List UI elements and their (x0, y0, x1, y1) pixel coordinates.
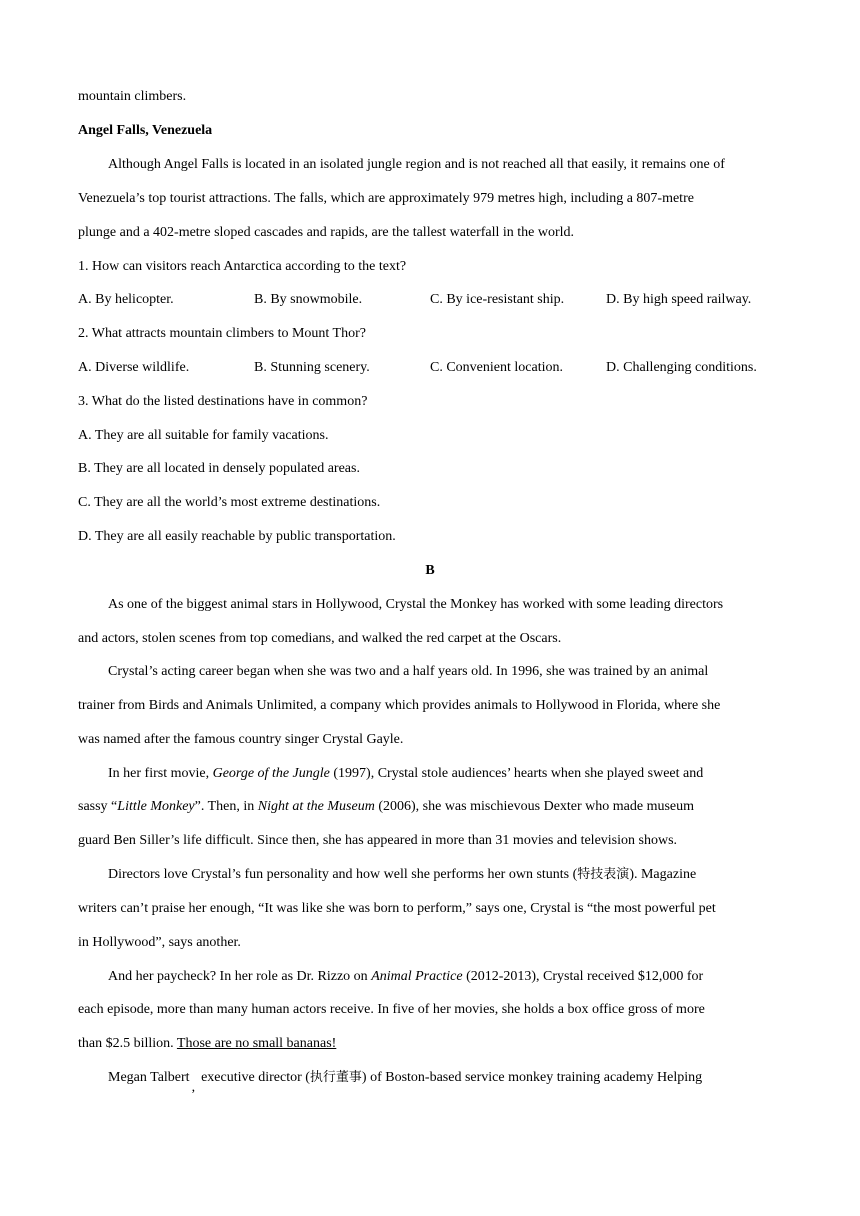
paragraph-line: and actors, stolen scenes from top comedians, and walked the red carpet at the Oscars. (78, 631, 562, 646)
question-1-option-a: A. By helicopter. (78, 292, 174, 307)
question-1-option-b: B. By snowmobile. (254, 292, 363, 307)
text-run: In her first movie, (108, 766, 213, 781)
paragraph-line (78, 798, 694, 816)
section-b-heading: B (425, 563, 435, 578)
question-1-option-c: C. By ice-resistant ship. (430, 292, 565, 307)
paragraph-line: writers can’t praise her enough, “It was like she was born to perform,” says one, Crystal is “the most powerful pet (78, 901, 716, 916)
question-3-option-d: D. They are all easily reachable by public transportation. (78, 529, 396, 544)
paragraph-line: As one of the biggest animal stars in Hollywood, Crystal the Monkey has worked with some leading directors (108, 597, 724, 612)
text-run: ). Magazine (629, 867, 697, 882)
text-run: executive director ( (201, 1070, 310, 1085)
text-run: ”. Then, in (194, 799, 258, 814)
question-3-stem: 3. What do the listed destinations have in common? (78, 394, 368, 409)
passage-a-continuation: mountain climbers. (78, 89, 187, 104)
question-2-option-c: C. Convenient location. (430, 360, 563, 375)
text-run: sassy “ (78, 799, 118, 814)
question-3-option-a: A. They are all suitable for family vacations. (78, 428, 329, 443)
text-run: Directors love Crystal’s fun personality and how well she performs her own stunts ( (108, 867, 578, 882)
text-run: (1997), Crystal stole audiences’ hearts when she played sweet and (329, 766, 704, 781)
underlined-phrase: Those are no small bananas! (176, 1036, 337, 1051)
paragraph-line (108, 1069, 703, 1095)
text-run: (2012-2013), Crystal received $12,000 for (462, 969, 704, 984)
paragraph-line (108, 866, 696, 884)
question-1-option-d: D. By high speed railway. (606, 292, 752, 307)
paragraph-line (108, 765, 703, 783)
question-3-option-b: B. They are all located in densely populated areas. (78, 461, 360, 476)
movie-title: George of the Jungle (212, 766, 330, 781)
text-run: than $2.5 billion. (78, 1036, 177, 1051)
text-run: Megan Talbert (108, 1070, 190, 1085)
question-2-option-b: B. Stunning scenery. (254, 360, 370, 375)
question-3-option-c: C. They are all the world’s most extreme destinations. (78, 495, 381, 510)
text-run: (2006), she was mischievous Dexter who made museum (374, 799, 695, 814)
show-title: Animal Practice (371, 969, 463, 984)
role-name: Little Monkey (117, 799, 195, 814)
paragraph-line: plunge and a 402-metre sloped cascades and rapids, are the tallest waterfall in the world. (78, 225, 575, 240)
text-run: ) of Boston-based service monkey training academy Helping (361, 1070, 703, 1085)
chinese-gloss: 执行董事 (309, 1070, 362, 1085)
paragraph-line: in Hollywood”, says another. (78, 935, 241, 950)
movie-title: Night at the Museum (257, 799, 375, 814)
heading-angel-falls: Angel Falls, Venezuela (78, 123, 213, 138)
paragraph-line: guard Ben Siller’s life difficult. Since then, she has appeared in more than 31 movies and television shows. (78, 833, 678, 848)
paragraph-line: each episode, more than many human actors receive. In five of her movies, she holds a box office gross of more (78, 1002, 705, 1017)
paragraph-line: was named after the famous country singer Crystal Gayle. (78, 732, 404, 747)
question-2-option-d: D. Challenging conditions. (606, 360, 757, 375)
paragraph-line (78, 1035, 336, 1053)
paragraph-line (108, 968, 703, 986)
comma: , (191, 1080, 196, 1095)
chinese-gloss: 特技表演 (577, 867, 630, 882)
paragraph-line: Venezuela’s top tourist attractions. The falls, which are approximately 979 metres high, including a 807-metre (78, 191, 694, 206)
question-1-stem: 1. How can visitors reach Antarctica according to the text? (78, 259, 407, 274)
paragraph-line: Although Angel Falls is located in an isolated jungle region and is not reached all that easily, it remains one of (108, 157, 725, 172)
paragraph-line: trainer from Birds and Animals Unlimited, a company which provides animals to Hollywood in Florida, where she (78, 698, 721, 713)
text-run: And her paycheck? In her role as Dr. Rizzo on (108, 969, 372, 984)
question-2-option-a: A. Diverse wildlife. (78, 360, 190, 375)
question-2-stem: 2. What attracts mountain climbers to Mount Thor? (78, 326, 366, 341)
paragraph-line: Crystal’s acting career began when she was two and a half years old. In 1996, she was trained by an animal (108, 664, 709, 679)
